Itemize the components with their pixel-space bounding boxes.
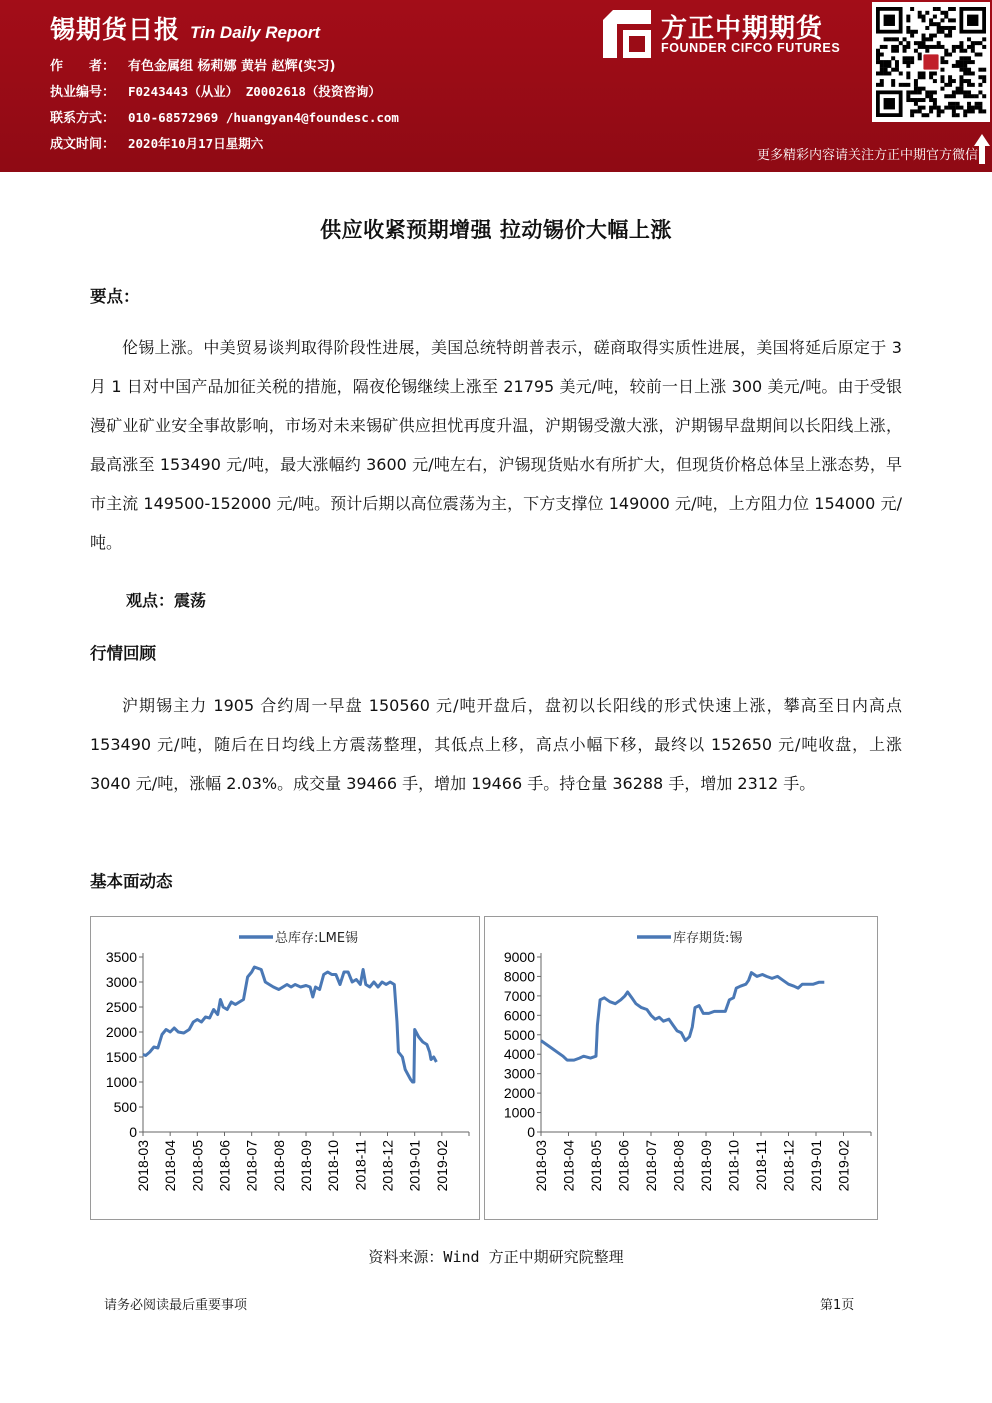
license-value: F0243443（从业） Z0002618（投资咨询） xyxy=(128,84,381,99)
author-value: 有色金属组 杨莉娜 黄岩 赵辉(实习) xyxy=(128,59,336,74)
x-tick-label: 2018-12 xyxy=(379,1140,396,1192)
contact-line xyxy=(50,107,399,126)
company-logo xyxy=(603,10,865,62)
x-tick-label: 2018-03 xyxy=(533,1140,549,1192)
y-tick-label: 4000 xyxy=(503,1046,535,1063)
logo-text-zh: 方正中期期货 xyxy=(661,14,824,44)
y-tick-label: 1000 xyxy=(503,1104,535,1121)
y-tick-label: 9000 xyxy=(503,949,535,965)
view-line: 观点：震荡 xyxy=(126,591,207,610)
y-tick-label: 500 xyxy=(113,1099,137,1115)
logo-text-en: FOUNDER CIFCO FUTURES xyxy=(661,41,841,55)
date-label: 成文时间： xyxy=(50,137,116,152)
x-tick-label: 2019-01 xyxy=(406,1140,423,1192)
author-line xyxy=(50,55,335,74)
x-tick-label: 2018-07 xyxy=(243,1140,260,1192)
series-line xyxy=(143,967,436,1082)
market-review-paragraph: 沪期锡主力 1905 合约周一早盘 150560 元/吨开盘后，盘初以长阳线的形式快速上涨，攀高至日内高点 153490 元/吨，随后在日均线上方震荡整理，其低点上移，高点小幅下移，最终以 152650 元/吨收盘，上涨 3040 元/吨，涨幅 2.03%。成交量 39466 手，增加 19466 手。持仓量 36288 手，增加 2312 手。 xyxy=(90,696,902,793)
document-title: 供应收紧预期增强 拉动锡价大幅上涨 xyxy=(320,218,672,242)
market-review-heading: 行情回顾 xyxy=(90,644,156,663)
x-tick-label: 2018-08 xyxy=(270,1140,287,1192)
date-value: 2020年10月17日星期六 xyxy=(128,136,264,151)
report-title-zh: 锡期货日报 xyxy=(50,15,181,44)
shfe-inventory-chart-svg xyxy=(485,917,879,1221)
x-tick-label: 2018-06 xyxy=(615,1140,632,1192)
x-tick-label: 2018-09 xyxy=(698,1140,714,1192)
contact-value[interactable]: 010-68572969 /huangyan4@foundesc.com xyxy=(128,110,399,125)
x-tick-label: 2018-09 xyxy=(298,1140,314,1192)
date-line xyxy=(50,133,263,152)
y-tick-label: 2000 xyxy=(105,1024,137,1040)
source-note: 资料来源：Wind 方正中期研究院整理 xyxy=(368,1248,624,1266)
report-title xyxy=(50,10,320,44)
page-number: 第1页 xyxy=(820,1298,855,1313)
y-tick-label: 3000 xyxy=(105,974,137,990)
author-label: 作 者： xyxy=(50,59,116,74)
x-tick-label: 2018-10 xyxy=(325,1140,342,1192)
x-tick-label: 2018-07 xyxy=(643,1140,659,1192)
follow-wechat-text: 更多精彩内容请关注方正中期官方微信 xyxy=(756,148,978,163)
key-points-paragraph: 伦锡上涨。中美贸易谈判取得阶段性进展，美国总统特朗普表示，磋商取得实质性进展，美国将延后原定于 3 月 1 日对中国产品加征关税的措施，隔夜伦锡继续上涨至 21795 美元/吨，较前一日上涨 300 美元/吨。由于受银漫矿业矿业安全事故影响，市场对未来锡矿供应担忧再度升温，沪期锡受激大涨，沪期锡早盘期间以长阳线上涨，最高涨至 153490 元/吨，最大涨幅约 3600 元/吨左右，沪锡现货贴水有所扩大，但现货价格总体呈上涨态势，早市主流 149500-152000 元/吨。预计后期以高位震荡为主，下方支撑位 149000 元/吨，上方阻力位 154000 元/吨。 xyxy=(90,338,902,552)
x-tick-label: 2018-06 xyxy=(216,1140,233,1192)
x-tick-label: 2018-05 xyxy=(588,1140,604,1192)
x-tick-label: 2018-08 xyxy=(670,1140,687,1192)
license-label: 执业编号： xyxy=(50,85,116,100)
key-points-heading: 要点： xyxy=(90,287,140,306)
series-line xyxy=(541,973,824,1061)
y-tick-label: 6000 xyxy=(503,1007,535,1024)
license-line xyxy=(50,81,381,100)
y-tick-label: 2500 xyxy=(105,999,137,1015)
y-tick-label: 7000 xyxy=(503,987,535,1004)
y-tick-label: 1000 xyxy=(105,1074,137,1090)
x-tick-label: 2018-03 xyxy=(135,1140,151,1192)
x-tick-label: 2018-04 xyxy=(162,1140,179,1192)
x-tick-label: 2018-04 xyxy=(560,1140,577,1192)
founder-logo-icon xyxy=(603,10,651,58)
legend-label: 库存期货:锡 xyxy=(673,931,743,946)
shfe-inventory-chart xyxy=(484,916,878,1220)
x-tick-label: 2018-10 xyxy=(725,1140,742,1192)
y-tick-label: 0 xyxy=(527,1124,535,1140)
y-tick-label: 1500 xyxy=(105,1049,137,1065)
x-tick-label: 2018-11 xyxy=(352,1140,369,1191)
fundamentals-heading: 基本面动态 xyxy=(90,872,173,891)
y-tick-label: 3000 xyxy=(503,1065,535,1082)
wechat-qr-code-icon[interactable] xyxy=(872,2,990,122)
contact-label: 联系方式： xyxy=(50,111,116,126)
footer-disclaimer: 请务必阅读最后重要事项 xyxy=(104,1298,248,1313)
x-tick-label: 2018-12 xyxy=(780,1140,797,1192)
y-tick-label: 2000 xyxy=(503,1085,535,1102)
x-tick-label: 2018-11 xyxy=(753,1140,769,1191)
x-tick-label: 2019-01 xyxy=(808,1140,824,1192)
legend-label: 总库存:LME锡 xyxy=(275,931,359,946)
y-tick-label: 3500 xyxy=(105,949,137,965)
lme-inventory-chart-svg xyxy=(91,917,481,1221)
report-header xyxy=(0,0,992,172)
x-tick-label: 2019-02 xyxy=(835,1140,852,1192)
y-tick-label: 5000 xyxy=(503,1026,535,1043)
x-tick-label: 2018-05 xyxy=(189,1140,206,1192)
y-tick-label: 8000 xyxy=(503,968,535,985)
y-tick-label: 0 xyxy=(129,1124,137,1140)
arrow-up-icon xyxy=(974,134,990,164)
report-title-en: Tin Daily Report xyxy=(190,23,321,42)
qr-modules xyxy=(876,7,986,117)
x-tick-label: 2019-02 xyxy=(433,1140,450,1192)
lme-inventory-chart xyxy=(90,916,480,1220)
